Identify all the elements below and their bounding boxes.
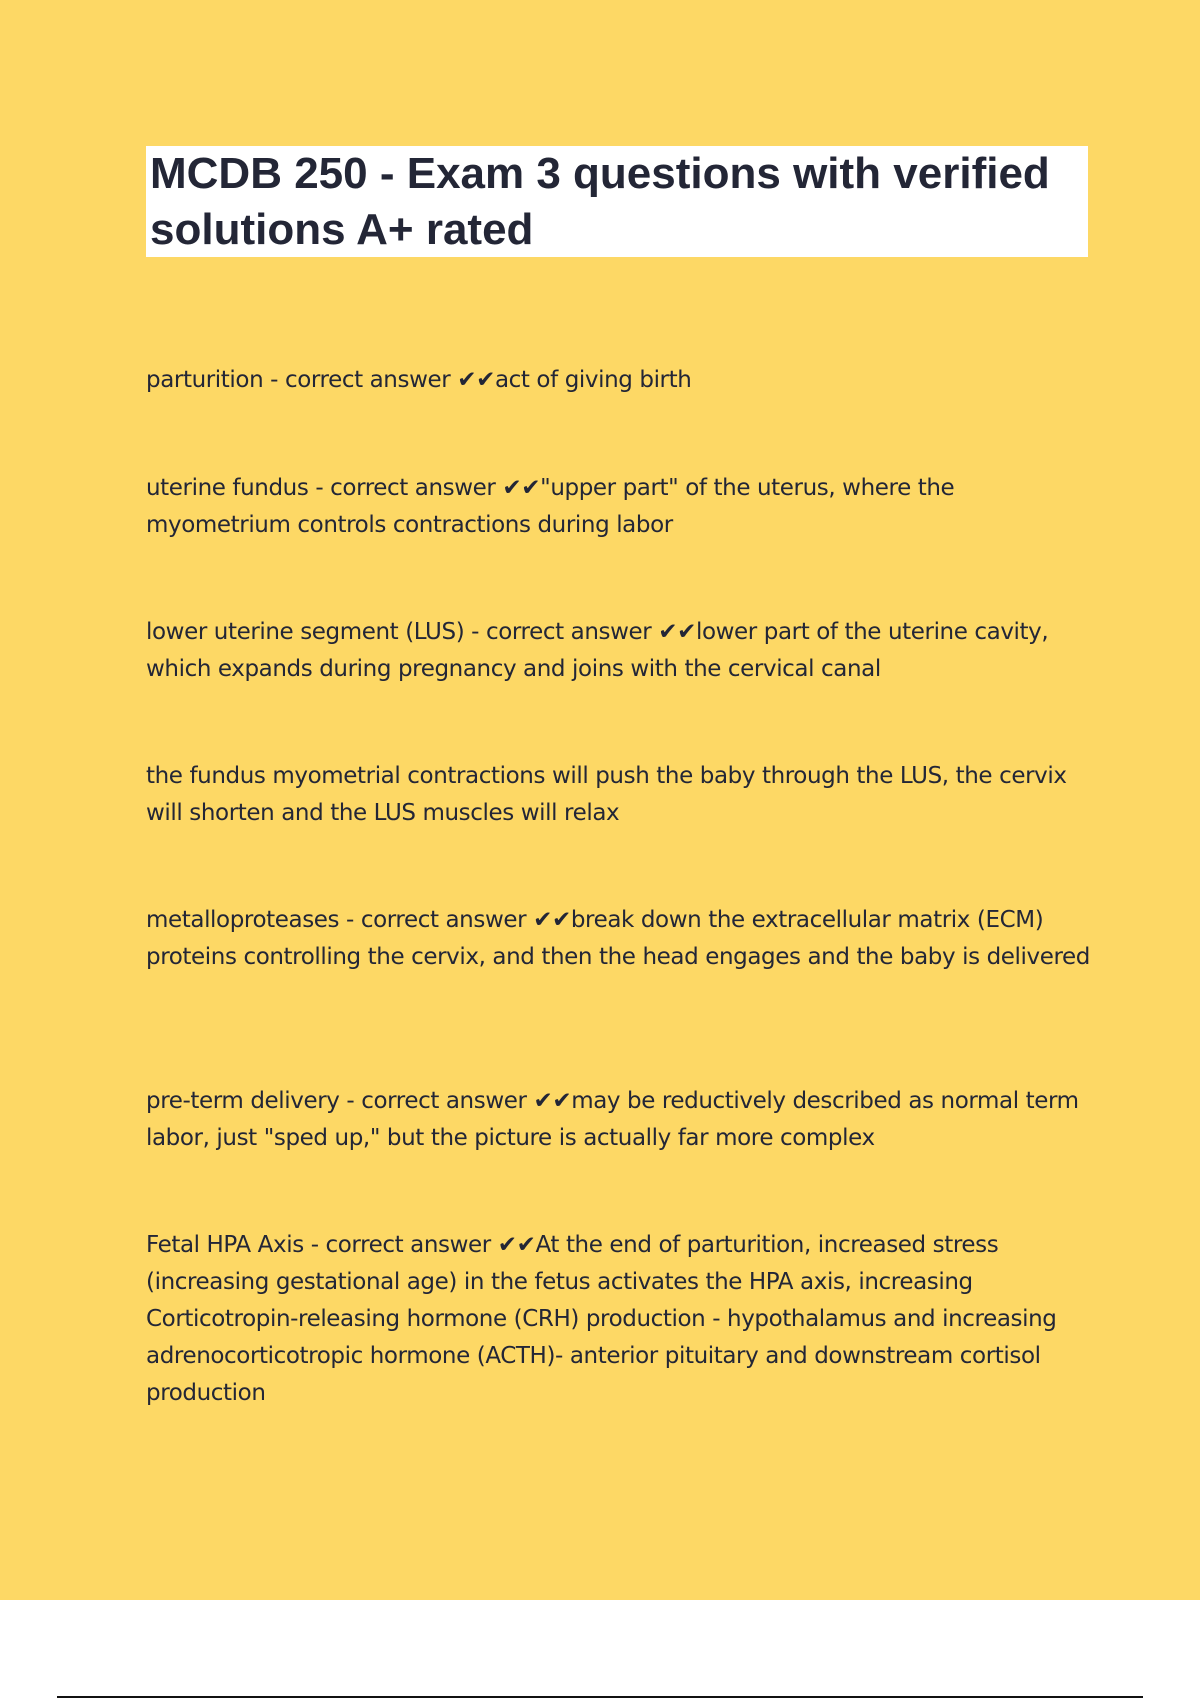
entry-fundus-contractions: the fundus myometrial contractions will push the baby through the LUS, the cervix will shorten and the LUS muscles will relax [146, 763, 1067, 826]
bottom-divider [57, 1696, 1143, 1698]
title-box [146, 146, 1088, 257]
entry-lower-uterine-segment: lower uterine segment (LUS) - correct answer ✔✔lower part of the uterine cavity, which expands during pregnancy and joins with the cervical canal [146, 619, 1049, 682]
entry-pre-term-delivery: pre-term delivery - correct answer ✔✔may be reductively described as normal term labor, just "sped up," but the picture is actually far more complex [146, 1088, 1079, 1151]
entry-uterine-fundus: uterine fundus - correct answer ✔✔"upper part" of the uterus, where the myometrium controls contractions during labor [146, 475, 955, 538]
entry-fetal-hpa-axis: Fetal HPA Axis - correct answer ✔✔At the end of parturition, increased stress (increasing gestational age) in the fetus activates the HPA axis, increasing Corticotropin-releasing hormone (CRH) production - hypothalamus and increasing adrenocorticotropic hormone (ACTH)- anterior pituitary and downstream cortisol production [146, 1232, 1057, 1406]
entry-parturition: parturition - correct answer ✔✔act of giving birth [146, 367, 692, 393]
document-title: MCDB 250 - Exam 3 questions with verified solutions A+ rated [150, 149, 1050, 254]
entry-metalloproteases: metalloproteases - correct answer ✔✔break down the extracellular matrix (ECM) proteins controlling the cervix, and then the head engages and the baby is delivered [146, 907, 1090, 970]
